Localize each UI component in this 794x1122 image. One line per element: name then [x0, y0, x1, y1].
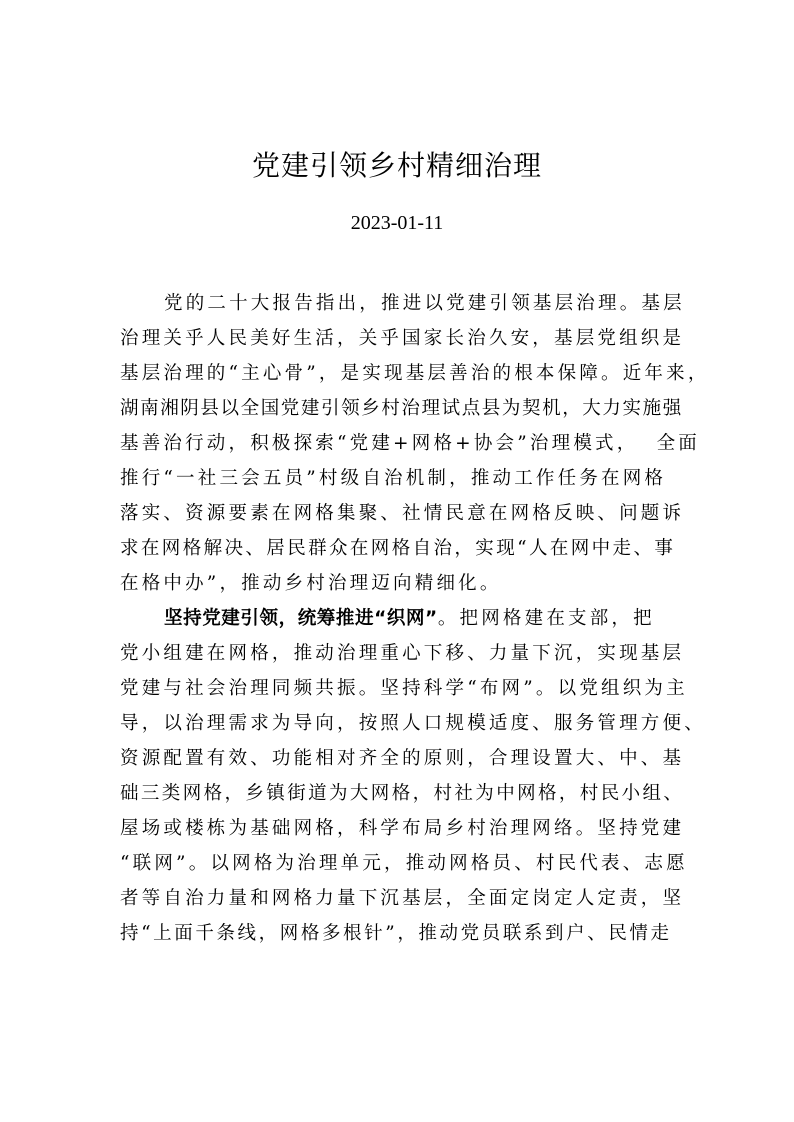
paragraph-line: 落实、资源要素在网格集聚、社情民意在网格反映、问题诉 — [120, 503, 685, 524]
paragraph-line: 导，以治理需求为导向，按照人口规模适度、服务管理方便、 — [120, 713, 706, 734]
paragraph-heading: 坚持党建引领，统筹推进“织网” — [164, 608, 438, 629]
document-title: 党建引领乡村精细治理 — [251, 149, 542, 182]
paragraph-line: 基善治行动，积极探索“党建+网格+协会”治理模式， 全面 — [120, 433, 700, 454]
document-date: 2023-01-11 — [350, 212, 444, 234]
paragraph-line: 者等自治力量和网格力量下沉基层，全面定岗定人定责，坚 — [120, 888, 685, 909]
paragraph-line-rest: 。把网格建在支部，把 — [437, 608, 655, 629]
paragraph-line: 党建与社会治理同频共振。坚持科学“布网”。以党组织为主 — [120, 678, 688, 699]
paragraph-line: 资源配置有效、功能相对齐全的原则，合理设置大、中、基 — [120, 748, 685, 769]
paragraph-line: 在格中办”，推动乡村治理迈向精细化。 — [120, 573, 502, 594]
paragraph-line: 基层治理的“主心骨”，是实现基层善治的根本保障。近年来， — [120, 363, 710, 384]
paragraph-line: 党的二十大报告指出，推进以党建引领基层治理。基层 — [164, 293, 685, 314]
document-body — [120, 286, 710, 951]
paragraph-line: 求在网格解决、居民群众在网格自治，实现“人在网中走、事 — [120, 538, 676, 559]
paragraph-line: 湖南湘阴县以全国党建引领乡村治理试点县为契机，大力实施强 — [120, 398, 683, 419]
paragraph-line: 党小组建在网格，推动治理重心下移、力量下沉，实现基层 — [120, 643, 685, 664]
paragraph-line — [120, 601, 700, 636]
paragraph-line: 屋场或楼栋为基础网格，科学布局乡村治理网络。坚持党建 — [120, 818, 685, 839]
paragraph-line: 持“上面千条线，网格多根针”，推动党员联系到户、民情走 — [120, 923, 672, 944]
paragraph-line: 治理关乎人民美好生活，关乎国家长治久安，基层党组织是 — [120, 328, 685, 349]
paragraph-line: 础三类网格，乡镇街道为大网格，村社为中网格，村民小组、 — [120, 783, 685, 804]
paragraph-line: “联网”。以网格为治理单元，推动网格员、村民代表、志愿 — [120, 853, 688, 874]
paragraph-line: 推行“一社三会五员”村级自治机制，推动工作任务在网格 — [120, 468, 667, 489]
